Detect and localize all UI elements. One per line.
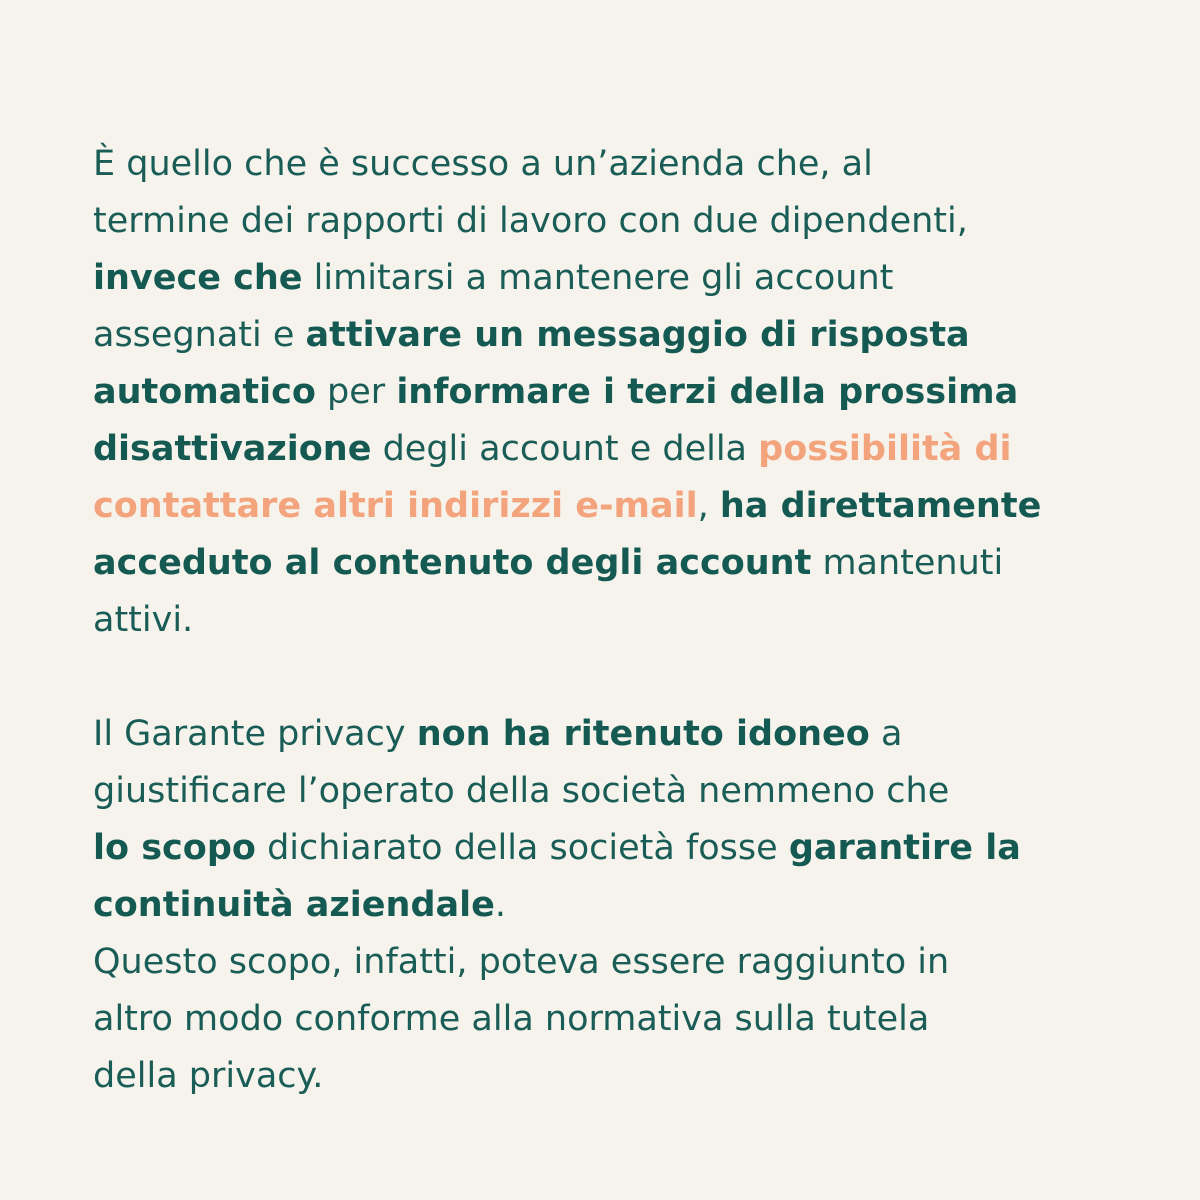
paragraph-case-description — [93, 136, 1133, 649]
text-span: Questo scopo, infatti, poteva essere raggiunto in — [93, 942, 950, 982]
text-span: per — [315, 372, 397, 412]
text-line — [93, 592, 1133, 649]
accent-text: possibilità di — [758, 429, 1012, 469]
bold-text: informare i terzi della prossima — [396, 372, 1019, 412]
text-span: È quello che è successo a un’azienda che, al — [93, 144, 873, 184]
bold-text: disattivazione — [93, 429, 372, 469]
text-span: . — [494, 885, 506, 925]
text-span: , — [697, 486, 720, 526]
text-line — [93, 307, 1133, 364]
text-line — [93, 364, 1133, 421]
text-span: mantenuti — [811, 543, 1004, 583]
text-line — [93, 991, 1133, 1048]
bold-text: invece che — [93, 258, 303, 298]
text-line — [93, 535, 1133, 592]
bold-text: attivare un messaggio di risposta — [305, 315, 970, 355]
text-content — [93, 136, 1133, 1105]
text-span: dichiarato della società fosse — [255, 828, 789, 868]
text-line — [93, 421, 1133, 478]
text-span: attivi. — [93, 600, 194, 640]
text-span: assegnati e — [93, 315, 306, 355]
text-span: a — [869, 714, 903, 754]
text-span: giustificare l’operato della società nemmeno che — [93, 771, 950, 811]
bold-text: acceduto al contenuto degli account — [93, 543, 812, 583]
text-span: Il Garante privacy — [93, 714, 417, 754]
text-line — [93, 478, 1133, 535]
bold-text: ha direttamente — [719, 486, 1042, 526]
paragraph-gap — [93, 649, 1133, 706]
text-span: degli account e della — [371, 429, 759, 469]
text-line — [93, 877, 1133, 934]
text-line — [93, 136, 1133, 193]
text-line — [93, 1048, 1133, 1105]
accent-text: contattare altri indirizzi e-mail — [93, 486, 698, 526]
text-span: altro modo conforme alla normativa sulla tutela — [93, 999, 930, 1039]
text-span: della privacy. — [93, 1056, 324, 1096]
paragraph-garante-decision — [93, 706, 1133, 1105]
bold-text: non ha ritenuto idoneo — [416, 714, 870, 754]
text-line — [93, 193, 1133, 250]
text-line — [93, 250, 1133, 307]
text-line — [93, 706, 1133, 763]
bold-text: garantire la — [788, 828, 1021, 868]
text-span: limitarsi a mantenere gli account — [302, 258, 894, 298]
text-line — [93, 934, 1133, 991]
bold-text: lo scopo — [93, 828, 256, 868]
bold-text: automatico — [93, 372, 316, 412]
text-line — [93, 820, 1133, 877]
text-span: termine dei rapporti di lavoro con due dipendenti, — [93, 201, 968, 241]
bold-text: continuità aziendale — [93, 885, 495, 925]
text-line — [93, 763, 1133, 820]
